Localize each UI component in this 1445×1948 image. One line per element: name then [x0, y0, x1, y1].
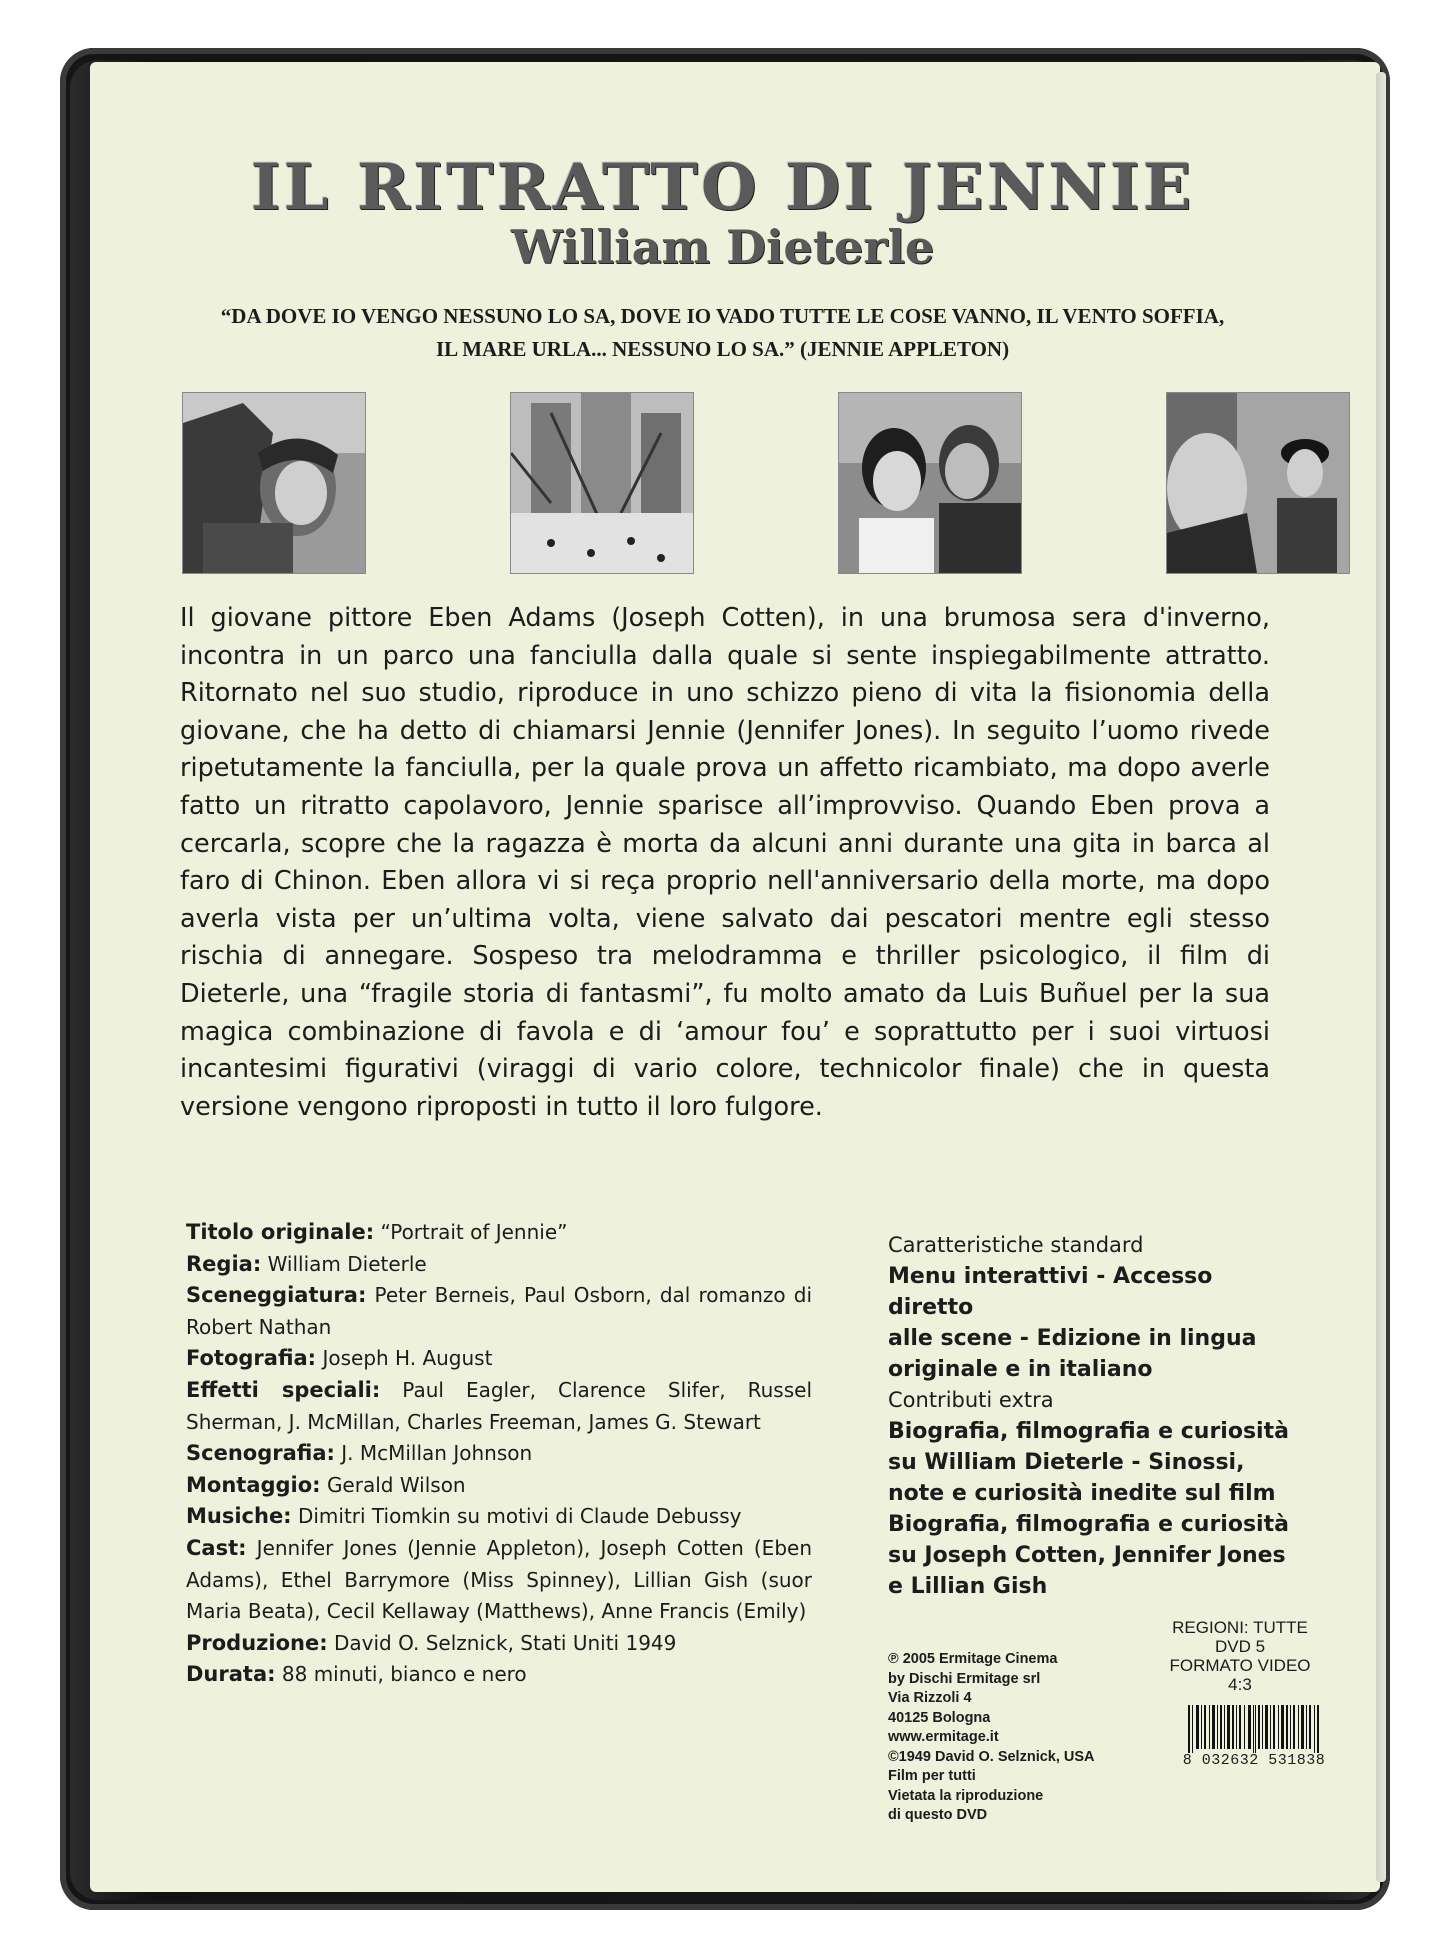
region-info [1160, 1618, 1320, 1694]
credit-value: J. McMillan Johnson [341, 1441, 533, 1466]
legal-line: ℗ 2005 Ermitage Cinema [888, 1651, 1058, 1667]
extra-line: note e curiosità inedite sul film [888, 1481, 1276, 1506]
dvd-features [888, 1230, 1298, 1602]
credit-row [186, 1249, 812, 1281]
legal-line: Vietata la riproduzione [888, 1787, 1044, 1804]
legal-line: 40125 Bologna [888, 1709, 991, 1726]
sheet-edge [1376, 72, 1386, 1882]
credit-value: Peter Berneis, Paul Osborn, dal romanzo di Robert Nathan [186, 1283, 813, 1339]
extra-line: Biografia, filmografia e curiosità [888, 1512, 1289, 1537]
synopsis-text: Il giovane pittore Eben Adams (Joseph Cotten), in una brumosa sera d'inverno, incontra in un parco una fanciulla dalla quale si sente inspiegabilmente attratto. Ritornato nel suo studio, riproduce in uno schizzo pieno di vita la fisionomia della giovane, che ha detto di chiamarsi Jennie (Jennifer Jones). In seguito l’uomo rivede ripetutamente la fanciulla, per la quale prova un affetto ricambiato, ma dopo averle fatto un ritratto capolavoro, Jennie sparisce all’improvviso. Quando Eben prova a cercarla, scopre che la ragazza è morta da alcuni anni durante una gita in barca al faro di Chinon. Eben allora vi si reça proprio nell'anniversario della morte, ma dopo averla vista per un’ultima volta, viene salvato dai pescatori mentre egli stesso rischia di annegare. Sospeso tra melodramma e thriller psicologico, il film di Dieterle, una “fragile storia di fantasmi”, fu molto amato da Luis Buñuel per la sua magica combinazione di favola e di ‘amour fou’ e soprattutto per i suoi virtuosi incantesimi figurativi (viraggi di vario colore, technicolor finale) che in questa versione vengono riproposti in tutto il loro fulgore. [180, 603, 1270, 1122]
credit-label: Musiche: [186, 1504, 292, 1529]
credit-label: Cast: [186, 1535, 247, 1560]
credit-label: Sceneggiatura: [186, 1283, 367, 1308]
credit-value: “Portrait of Jennie” [380, 1220, 568, 1244]
feature-line: alle scene - Edizione in lingua [888, 1326, 1257, 1351]
standard-features-heading: Caratteristiche standard [888, 1233, 1144, 1257]
credit-row [186, 1470, 812, 1502]
credit-label: Durata: [186, 1662, 276, 1687]
region-line: 4:3 [1228, 1675, 1252, 1694]
credit-label: Regia: [186, 1251, 262, 1276]
credit-row [186, 1501, 812, 1533]
credits-list [186, 1217, 812, 1691]
credit-row [186, 1343, 812, 1375]
movie-title: IL RITRATTO DI JENNIE [250, 150, 1195, 225]
quote-line-2: IL MARE URLA... NESSUNO LO SA.” (JENNIE APPLETON) [435, 337, 1010, 361]
quote-line-1: “DA DOVE IO VENGO NESSUNO LO SA, DOVE IO VADO TUTTE LE COSE VANNO, IL VENTO SOFFIA, [220, 304, 1225, 328]
credit-row [186, 1533, 812, 1628]
credit-label: Produzione: [186, 1630, 328, 1655]
still-image-4 [1167, 393, 1349, 573]
still-old-man-hat [1166, 392, 1350, 574]
legal-line: www.ermitage.it [888, 1729, 999, 1745]
still-image-1 [183, 393, 365, 573]
credit-label: Effetti speciali: [186, 1377, 381, 1402]
legal-info [888, 1650, 1138, 1826]
credit-value: Paul Eagler, Clarence Slifer, Russel Sherman, J. McMillan, Charles Freeman, James G. Stewart [186, 1377, 813, 1434]
credit-value: Dimitri Tiomkin su motivi di Claude Debussy [297, 1504, 742, 1529]
extra-line: su William Dieterle - Sinossi, [888, 1450, 1245, 1475]
still-image-2 [511, 393, 693, 573]
feature-line: Menu interattivi - Accesso diretto [888, 1264, 1213, 1320]
credit-value: David O. Selznick, Stati Uniti 1949 [333, 1630, 677, 1655]
legal-line: ©1949 David O. Selznick, USA [888, 1748, 1095, 1765]
credit-label: Scenografia: [186, 1441, 335, 1466]
credit-row [186, 1628, 812, 1660]
credit-label: Fotografia: [186, 1346, 317, 1371]
barcode [1188, 1705, 1320, 1753]
legal-line: di questo DVD [888, 1807, 988, 1823]
legal-line: by Dischi Ermitage srl [888, 1670, 1041, 1687]
still-park-winter [510, 392, 694, 574]
region-line: REGIONI: TUTTE [1172, 1618, 1308, 1637]
credit-value: Joseph H. August [322, 1346, 493, 1371]
credit-row [186, 1375, 812, 1438]
director-name: William Dieterle [510, 220, 935, 274]
credit-row [186, 1659, 812, 1691]
credit-row [186, 1280, 812, 1343]
extra-line: Biografia, filmografia e curiosità [888, 1419, 1289, 1444]
feature-line: originale e in italiano [888, 1357, 1153, 1382]
barcode-number: 8 032632 531838 [1182, 1752, 1326, 1769]
credit-value: 88 minuti, bianco e nero [281, 1662, 527, 1687]
legal-line: Via Rizzoli 4 [888, 1690, 972, 1706]
credit-label: Montaggio: [186, 1472, 321, 1497]
credit-value: Gerald Wilson [326, 1472, 466, 1497]
tagline-quote [200, 300, 1245, 366]
credit-row [186, 1438, 812, 1470]
credit-label: Titolo originale: [186, 1220, 375, 1244]
credit-value: William Dieterle [267, 1251, 427, 1276]
region-line: FORMATO VIDEO [1169, 1656, 1311, 1675]
region-line: DVD 5 [1214, 1637, 1266, 1656]
credit-row [186, 1217, 812, 1249]
extra-line: su Joseph Cotten, Jennifer Jones [888, 1543, 1286, 1568]
extra-line: e Lillian Gish [888, 1574, 1048, 1599]
still-image-3 [839, 393, 1021, 573]
still-soldier-woman [182, 392, 366, 574]
extra-features-heading: Contributi extra [888, 1388, 1054, 1412]
legal-line: Film per tutti [888, 1768, 976, 1784]
still-couple-closeup [838, 392, 1022, 574]
credit-value: Jennifer Jones (Jennie Appleton), Joseph Cotten (Eben Adams), Ethel Barrymore (Miss Spinney), Lillian Gish (suor Maria Beata), Cecil Kellaway (Matthews), Anne Francis (Emily) [186, 1535, 812, 1624]
